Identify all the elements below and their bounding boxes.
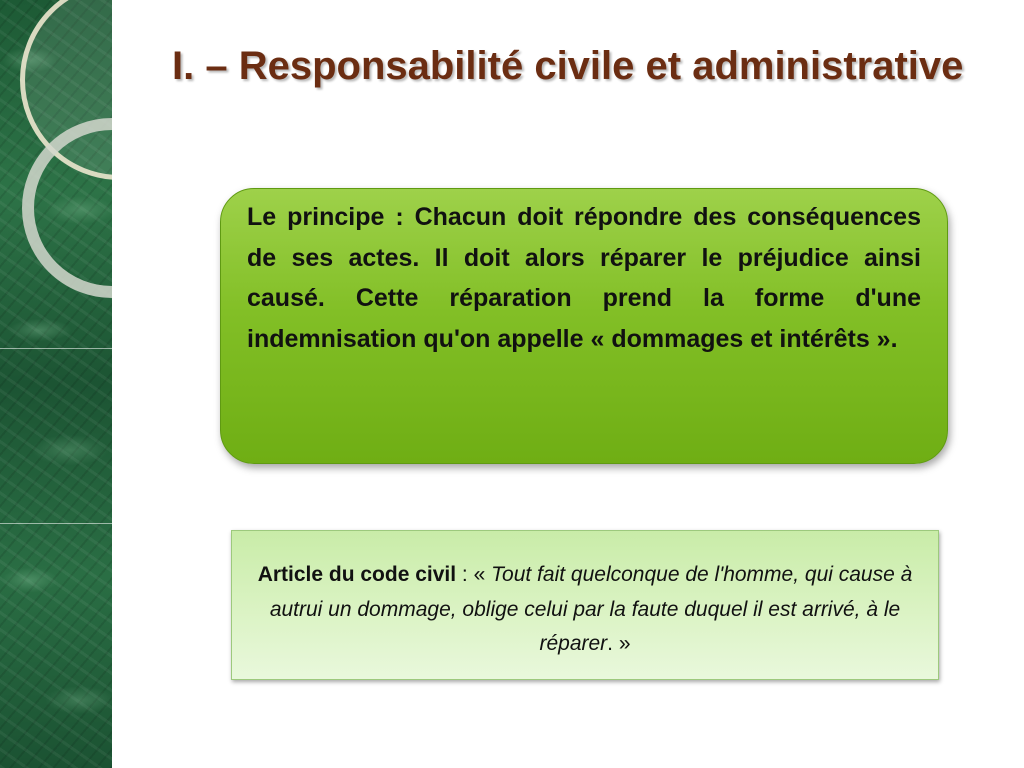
article-label: Article du code civil [257, 563, 457, 586]
decorative-ring [22, 118, 202, 298]
principle-box [220, 188, 948, 464]
slide-title: I. – Responsabilité civile et administrative [172, 44, 964, 88]
article-closing: . » [607, 632, 631, 655]
article-quote: Tout fait quelconque de l'homme, qui cause à autrui un dommage, oblige celui par la faute duquel il est arrivé, à le réparer [269, 563, 913, 655]
strip-divider [0, 348, 112, 349]
article-text [242, 558, 928, 662]
principle-text: Le principe : Chacun doit répondre des conséquences de ses actes. Il doit alors réparer le préjudice ainsi causé. Cette réparation prend la forme d'une indemnisation qu'on appelle « dommages et intérêts ». [247, 203, 921, 353]
strip-divider [0, 523, 112, 524]
article-separator: : « [456, 563, 492, 586]
article-box [231, 530, 939, 680]
